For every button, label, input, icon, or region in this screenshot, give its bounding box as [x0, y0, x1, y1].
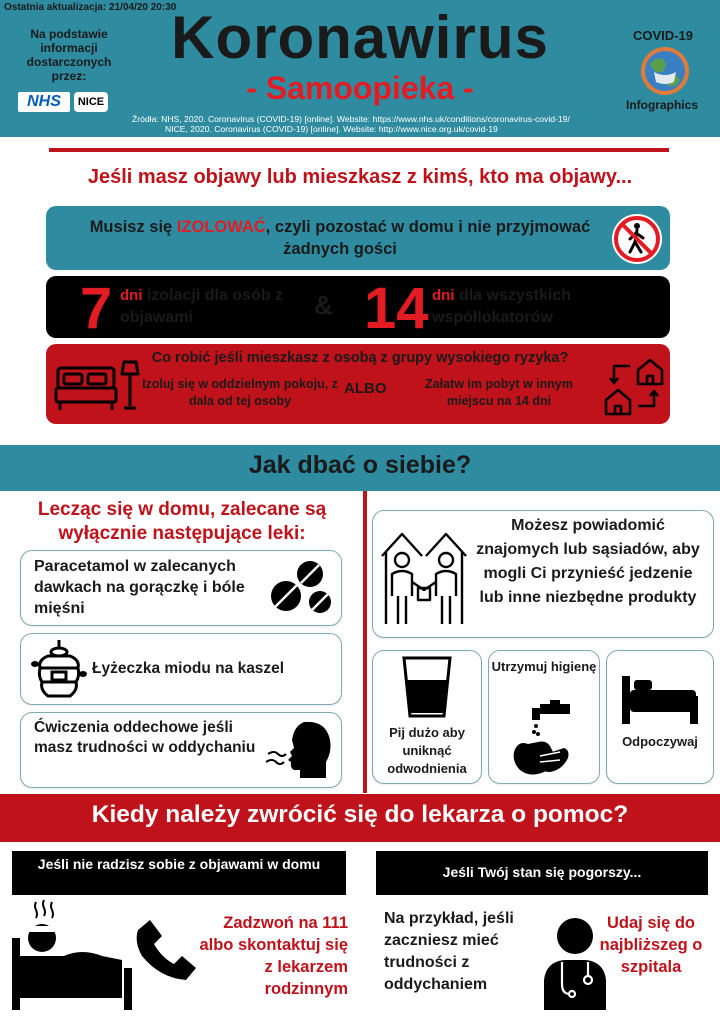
ampersand: & [314, 290, 333, 320]
notify-text: Możesz powiadomić znajomych lub sąsiadów, aby mogli Ci przynieść jedzenie lub inne niezbędne produkty [476, 517, 700, 606]
source-nhs: Źródła: NHS, 2020. Coronavirus (COVID-19) [online]. Website: https://www.nhs.uk/conditions/coronavirus-covid-19/ [132, 114, 570, 124]
drink-text: Pij dużo aby uniknąć odwodnienia [387, 725, 467, 776]
example-text: Na przykład, jeśli zaczniesz mieć trudności z oddychaniem [384, 910, 514, 993]
days-7-number: 7 [80, 276, 113, 341]
rest-text: Odpoczywaj [622, 734, 698, 749]
phone-icon [132, 916, 200, 984]
globe-mask-icon [640, 46, 690, 96]
left-heading: Jeśli nie radzisz sobie z objawami w domu [37, 856, 321, 872]
isolate-post: , czyli pozostać w domu i nie przyjmować żadnych gości [265, 218, 591, 258]
days-7-desc: izolacji dla osób z objawami [120, 287, 283, 326]
infographics-label: Infographics [625, 98, 698, 112]
days-7-unit: dni [120, 287, 143, 304]
bed-rest-icon [620, 672, 700, 726]
honey-pot-icon [30, 638, 88, 700]
isolate-text [80, 216, 600, 260]
covid-badge-label: COVID-19 [633, 28, 693, 43]
days-14-desc: dla wszystkich współlokatorów [432, 287, 571, 326]
days-7-text [120, 285, 300, 329]
right-heading: Jeśli Twój stan się pogorszy... [442, 864, 642, 880]
page-subtitle: - Samoopieka - [246, 70, 474, 106]
breathing-text: Ćwiczenia oddechowe jeśli masz trudności w oddychaniu [34, 719, 256, 756]
vertical-divider [363, 491, 367, 793]
neighbors-icon [378, 526, 470, 628]
nhs-logo: NHS [18, 92, 70, 112]
days-14-text [432, 285, 652, 329]
call-111-text: Zadzwoń na 111 albo skontaktuj się z lekarzem rodzinnym [199, 914, 348, 998]
honey-text: Łyżeczka miodu na kaszel [92, 660, 285, 677]
water-glass-icon [398, 654, 456, 720]
bed-lamp-icon [54, 358, 140, 414]
isolate-word: IZOLOWAĆ [176, 218, 266, 236]
risk-option-b: Załatw im pobyt w innym miejscu na 14 dni [425, 377, 573, 408]
sick-in-bed-icon [12, 898, 134, 1010]
basis-text: Na podstawie informacji dostarczonych przez: [26, 27, 112, 83]
hygiene-text: Utrzymuj higienę [491, 659, 597, 674]
days-14-number: 14 [364, 276, 429, 341]
hospital-text: Udaj się do najbliższeg o szpitala [599, 914, 703, 976]
breathing-head-icon [264, 718, 336, 782]
last-update: Ostatnia aktualizacja: 21/04/20 20:30 [4, 2, 177, 13]
isolate-pre: Musisz się [89, 218, 177, 236]
meds-heading: Lecząc się w domu, zalecane są wyłącznie następujące leki: [37, 499, 327, 544]
care-title: Jak dbać o siebie? [248, 451, 472, 479]
nice-logo: NICE [74, 92, 108, 112]
paracetamol-text: Paracetamol w zalecanych dawkach na gorączkę i bóle mięśni [34, 558, 245, 617]
page-title: Koronawirus [171, 4, 549, 71]
doctor-title: Kiedy należy zwrócić się do lekarza o pomoc? [91, 801, 629, 828]
sources [132, 114, 712, 134]
no-entry-icon [610, 212, 664, 266]
source-nice: NICE, 2020. Coronavirus (COVID-19) [online]. Website: http://www.nice.org.uk/covid-19 [165, 124, 498, 134]
pills-icon [264, 558, 336, 618]
handwashing-icon [510, 700, 580, 778]
relocate-houses-icon [604, 356, 664, 416]
risk-option-a: Izoluj się w oddzielnym pokoju, z dala od tej osoby [142, 377, 338, 408]
days-14-unit: dni [432, 287, 455, 304]
divider [49, 148, 669, 152]
risk-question: Co robić jeśli mieszkasz z osobą z grupy wysokiego ryzyka? [151, 350, 569, 366]
symptoms-question: Jeśli masz objawy lub mieszkasz z kimś, kto ma objawy... [87, 166, 633, 188]
risk-or: ALBO [344, 380, 387, 397]
